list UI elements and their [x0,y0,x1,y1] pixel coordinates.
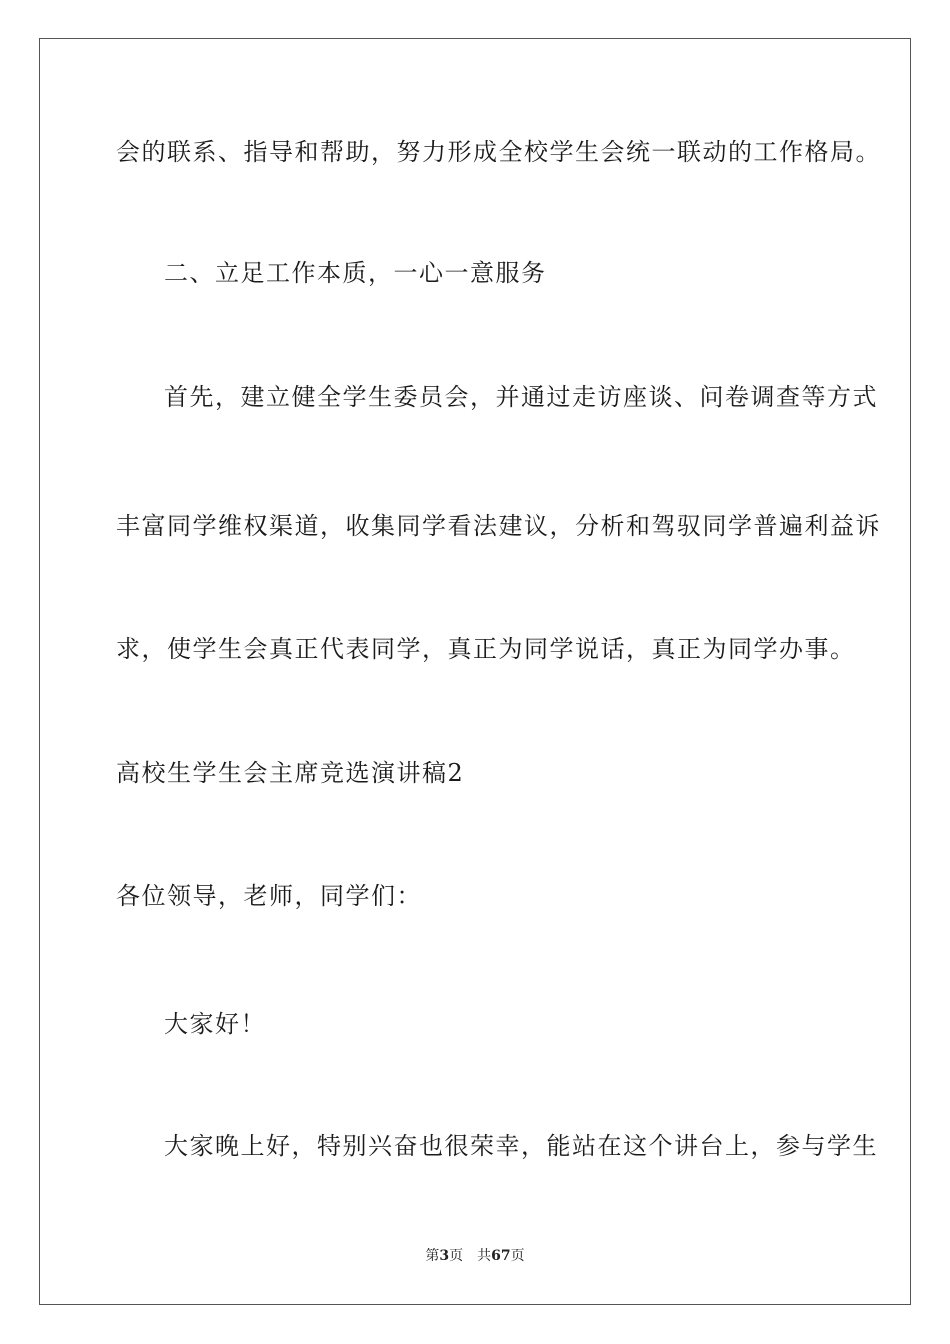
page-prefix: 第 [425,1248,440,1264]
page-footer [0,1246,950,1266]
body-line-5: 大家晚上好，特别兴奋也很荣幸，能站在这个讲台上，参与学生 [164,1132,878,1160]
total-suffix: 页 [510,1248,525,1264]
page-border [39,38,911,1305]
body-line-2: 首先，建立健全学生委员会，并通过走访座谈、问卷调查等方式 [164,383,878,411]
body-line-4: 求，使学生会真正代表同学，真正为同学说话，真正为同学办事。 [116,635,856,663]
page-suffix: 页 [449,1248,464,1264]
greeting: 大家好！ [164,1010,266,1038]
body-line-3: 丰富同学维权渠道，收集同学看法建议，分析和驾驭同学普遍利益诉 [116,512,881,540]
section-heading: 二、立足工作本质，一心一意服务 [164,259,547,287]
salutation: 各位领导，老师，同学们： [116,882,422,910]
total-pages: 67 [491,1248,511,1264]
page-number: 3 [439,1248,450,1264]
article-title: 高校生学生会主席竞选演讲稿2 [116,759,465,787]
total-prefix: 共 [477,1248,492,1264]
body-line-1: 会的联系、指导和帮助，努力形成全校学生会统一联动的工作格局。 [116,138,881,166]
